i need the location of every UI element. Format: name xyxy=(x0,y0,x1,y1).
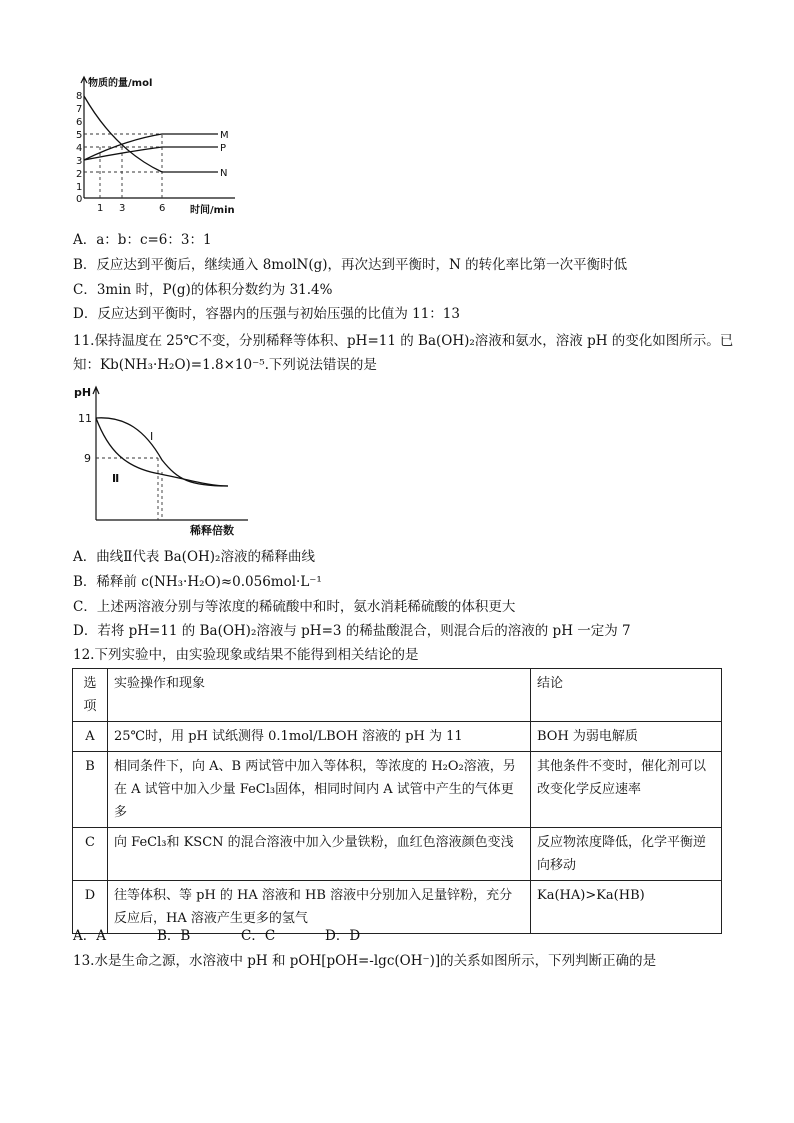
q12-option-d: D．D xyxy=(325,928,361,944)
row-operation: 25℃时，用 pH 试纸测得 0.1mol/LBOH 溶液的 pH 为 11 xyxy=(108,722,531,752)
row-conclusion: BOH 为弱电解质 xyxy=(531,722,722,752)
label-M: M xyxy=(220,130,229,141)
q11-option-c: C．上述两溶液分别与等浓度的稀硫酸中和时，氨水消耗稀硫酸的体积更大 xyxy=(73,599,516,615)
q12-option-c: C．C xyxy=(241,928,276,944)
row-operation: 往等体积、等 pH 的 HA 溶液和 HB 溶液中分别加入足量锌粉，充分反应后，HA 溶液产生更多的氢气 xyxy=(108,881,531,934)
row-option: D xyxy=(73,881,108,934)
q12-options xyxy=(73,927,409,945)
q12-stem: 12.下列实验中，由实验现象或结果不能得到相关结论的是 xyxy=(73,647,419,663)
x-axis-label: 时间/min xyxy=(190,205,235,216)
table-header-row xyxy=(73,669,722,722)
experiment-table xyxy=(72,668,722,934)
curve-P xyxy=(84,147,218,160)
row-operation: 相同条件下，向 A、B 两试管中加入等体积，等浓度的 H₂O₂溶液，另在 A 试管中加入少量 FeCl₃固体，相同时间内 A 试管中产生的气体更多 xyxy=(108,752,531,828)
q11-option-d: D．若将 pH=11 的 Ba(OH)₂溶液与 pH=3 的稀盐酸混合，则混合后的溶液的 pH 一定为 7 xyxy=(73,623,631,639)
row-operation: 向 FeCl₃和 KSCN 的混合溶液中加入少量铁粉，血红色溶液颜色变浅 xyxy=(108,828,531,881)
ytick: 0 xyxy=(76,194,83,205)
xtick: 1 xyxy=(97,203,104,214)
label-P: P xyxy=(220,143,227,154)
q12-option-a: A．A xyxy=(73,928,106,944)
ytick-11: 11 xyxy=(78,412,92,425)
ytick: 3 xyxy=(76,156,83,167)
table-row xyxy=(73,752,722,828)
q10-option-c: C．3min 时，P(g)的体积分数约为 31.4% xyxy=(73,282,333,298)
table-row xyxy=(73,828,722,881)
ytick: 1 xyxy=(76,182,83,193)
ytick: 4 xyxy=(76,143,83,154)
q11-option-b: B．稀释前 c(NH₃·H₂O)≈0.056mol·L⁻¹ xyxy=(73,574,322,590)
ytick: 2 xyxy=(76,169,83,180)
q11-stem-line1: 11.保持温度在 25℃不变，分别稀释等体积、pH=11 的 Ba(OH)₂溶液和氨水，溶液 pH 的变化如图所示。已 xyxy=(73,333,734,349)
q11-stem-line2: 知：Kb(NH₃·H₂O)=1.8×10⁻⁵.下列说法错误的是 xyxy=(73,357,377,373)
row-conclusion: Ka(HA)>Ka(HB) xyxy=(531,881,722,934)
chart-amount-vs-time xyxy=(70,70,250,220)
q13-stem: 13.水是生命之源，水溶液中 pH 和 pOH[pOH=-lgc(OH⁻)]的关系如图所示，下列判断正确的是 xyxy=(73,953,657,969)
xtick: 3 xyxy=(119,203,126,214)
label-I: I xyxy=(150,430,154,443)
q10-option-b: B．反应达到平衡后，继续通入 8molN(g)，再次达到平衡时，N 的转化率比第一次平衡时低 xyxy=(73,257,628,273)
y-axis-label: 物质的量/mol xyxy=(88,78,153,89)
ytick-9: 9 xyxy=(84,452,91,465)
table-row xyxy=(73,722,722,752)
ytick: 5 xyxy=(76,130,83,141)
row-conclusion: 反应物浓度降低，化学平衡逆向移动 xyxy=(531,828,722,881)
row-option: B xyxy=(73,752,108,828)
table-row xyxy=(73,881,722,934)
row-option: C xyxy=(73,828,108,881)
y-axis-label: pH xyxy=(74,386,92,399)
row-conclusion: 其他条件不变时，催化剂可以改变化学反应速率 xyxy=(531,752,722,828)
ytick: 6 xyxy=(76,117,83,128)
header-conclusion: 结论 xyxy=(531,669,722,722)
xtick: 6 xyxy=(159,203,166,214)
q11-option-a: A．曲线Ⅱ代表 Ba(OH)₂溶液的稀释曲线 xyxy=(73,549,315,565)
x-axis-label: 稀释倍数 xyxy=(190,524,234,537)
q12-option-b: B．B xyxy=(157,928,191,944)
q10-option-d: D．反应达到平衡时，容器内的压强与初始压强的比值为 11：13 xyxy=(73,306,460,322)
ytick: 7 xyxy=(76,104,83,115)
chart-ph-vs-dilution xyxy=(70,380,260,540)
ytick: 8 xyxy=(76,91,83,102)
q10-option-a: A．a：b：c=6：3：1 xyxy=(73,232,212,248)
header-operation: 实验操作和现象 xyxy=(108,669,531,722)
header-option: 选项 xyxy=(73,669,108,722)
row-option: A xyxy=(73,722,108,752)
label-N: N xyxy=(220,168,228,179)
label-II: Ⅱ xyxy=(112,472,120,485)
